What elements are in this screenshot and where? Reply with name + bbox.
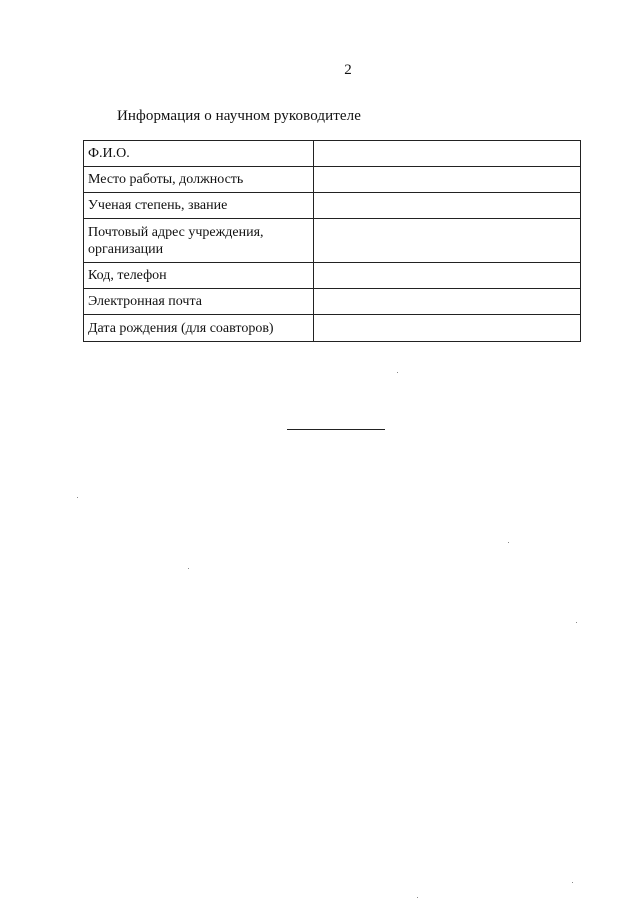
table-row-postal-address bbox=[84, 219, 581, 263]
row-value-postal-address bbox=[314, 219, 581, 263]
row-label-phone: Код, телефон bbox=[84, 263, 314, 289]
row-value-phone bbox=[314, 263, 581, 289]
table-row-email bbox=[84, 289, 581, 315]
row-label-workplace: Место работы, должность bbox=[84, 167, 314, 193]
table-row-degree bbox=[84, 193, 581, 219]
row-label-birth-date: Дата рождения (для соавторов) bbox=[84, 315, 314, 342]
row-value-email bbox=[314, 289, 581, 315]
table-row-birth-date bbox=[84, 315, 581, 342]
row-value-workplace bbox=[314, 167, 581, 193]
scan-speck bbox=[576, 622, 577, 623]
section-heading: Информация о научном руководителе bbox=[117, 108, 361, 124]
scan-speck bbox=[572, 882, 573, 883]
row-value-degree bbox=[314, 193, 581, 219]
row-label-degree: Ученая степень, звание bbox=[84, 193, 314, 219]
row-label-full-name: Ф.И.О. bbox=[84, 141, 314, 167]
advisor-info-table bbox=[83, 140, 581, 342]
scan-speck bbox=[188, 568, 189, 569]
table-row-full-name bbox=[84, 141, 581, 167]
table-row-workplace bbox=[84, 167, 581, 193]
scan-speck bbox=[397, 372, 398, 373]
scan-speck bbox=[508, 542, 509, 543]
scan-speck bbox=[77, 497, 78, 498]
page-number: 2 bbox=[344, 62, 352, 78]
scan-speck bbox=[417, 897, 418, 898]
table-row-phone bbox=[84, 263, 581, 289]
row-value-birth-date bbox=[314, 315, 581, 342]
row-label-postal-address: Почтовый адрес учреждения, организации bbox=[84, 219, 314, 263]
row-label-email: Электронная почта bbox=[84, 289, 314, 315]
row-value-full-name bbox=[314, 141, 581, 167]
end-of-document-rule bbox=[287, 429, 385, 430]
